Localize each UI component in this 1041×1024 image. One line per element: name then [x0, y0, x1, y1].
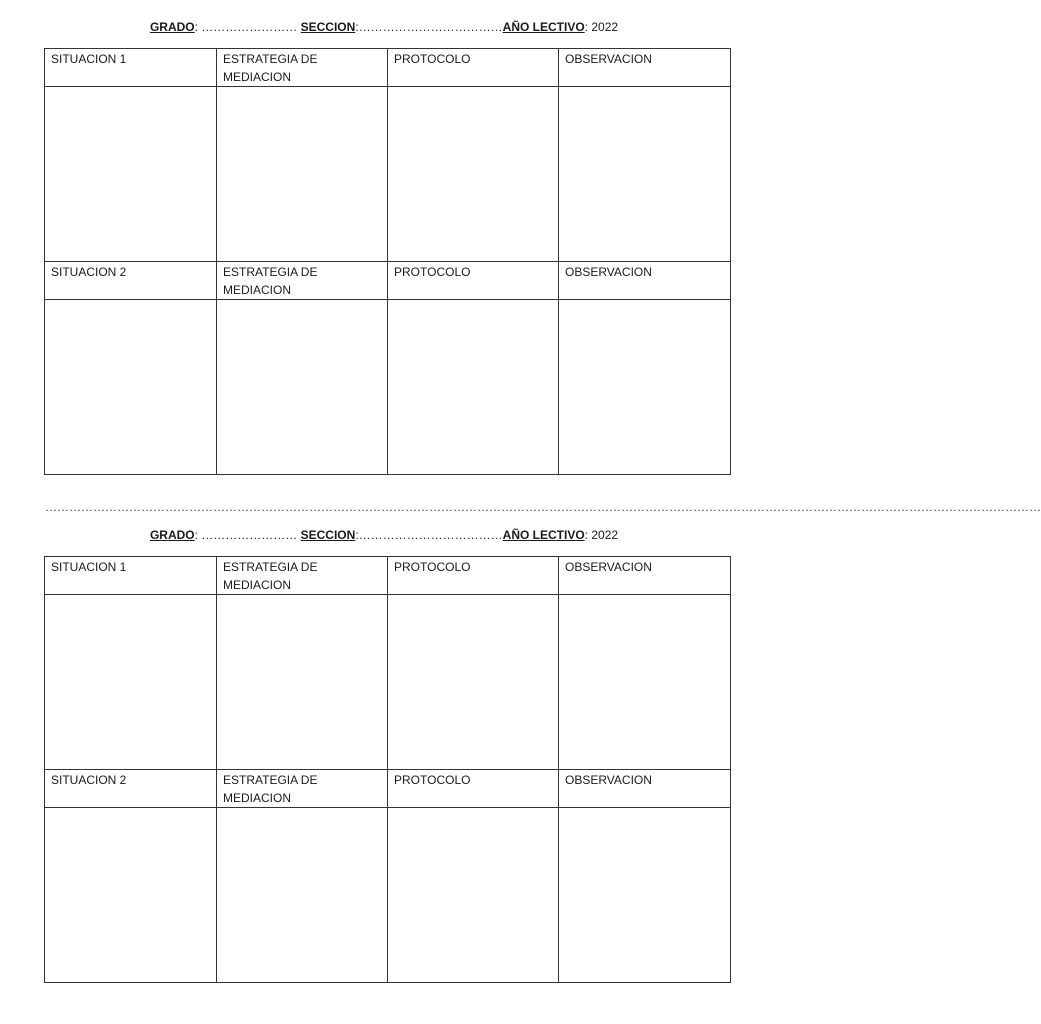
mediation-table-1 [44, 48, 731, 475]
seccion-blank: :……………………………… [355, 20, 503, 34]
grado-blank: : …………………… [194, 20, 301, 34]
estrategia-entry-cell[interactable] [217, 87, 388, 262]
table-entry-row [45, 300, 731, 475]
protocolo-header: PROTOCOLO [388, 557, 559, 595]
anio-lectivo-label: AÑO LECTIVO [502, 528, 585, 542]
situacion-entry-cell[interactable] [45, 87, 217, 262]
estrategia-header: ESTRATEGIA DE MEDIACION [217, 262, 388, 300]
protocolo-entry-cell[interactable] [388, 300, 559, 475]
grado-label: GRADO [149, 20, 195, 34]
situacion-header: SITUACION 2 [45, 770, 217, 808]
table-entry-row [45, 808, 731, 983]
protocolo-entry-cell[interactable] [388, 595, 559, 770]
situacion-header: SITUACION 1 [45, 557, 217, 595]
estrategia-header: ESTRATEGIA DE MEDIACION [217, 49, 388, 87]
observacion-entry-cell[interactable] [559, 300, 731, 475]
situacion-entry-cell[interactable] [45, 300, 217, 475]
situacion-header: SITUACION 1 [45, 49, 217, 87]
estrategia-header: ESTRATEGIA DE MEDIACION [217, 557, 388, 595]
table-header-row [45, 262, 731, 300]
mediation-table-2 [44, 556, 731, 983]
observacion-header: OBSERVACION [559, 49, 731, 87]
protocolo-header: PROTOCOLO [388, 49, 559, 87]
cut-line-separator: …………………………………………………………………………………………………………………………………………………………………………………………………………………………… [45, 500, 1041, 514]
estrategia-entry-cell[interactable] [217, 300, 388, 475]
anio-lectivo-value: : 2022 [584, 528, 619, 542]
protocolo-header: PROTOCOLO [388, 262, 559, 300]
seccion-label: SECCION [300, 528, 356, 542]
estrategia-entry-cell[interactable] [217, 595, 388, 770]
situacion-header: SITUACION 2 [45, 262, 217, 300]
estrategia-entry-cell[interactable] [217, 808, 388, 983]
situacion-entry-cell[interactable] [45, 808, 217, 983]
table-header-row [45, 557, 731, 595]
observacion-entry-cell[interactable] [559, 87, 731, 262]
observacion-entry-cell[interactable] [559, 595, 731, 770]
seccion-label: SECCION [300, 20, 356, 34]
form-header-2 [0, 527, 768, 543]
grado-blank: : …………………… [194, 528, 301, 542]
table-header-row [45, 770, 731, 808]
table-header-row [45, 49, 731, 87]
seccion-blank: :……………………………… [355, 528, 503, 542]
form-header-1 [0, 19, 768, 35]
table-entry-row [45, 87, 731, 262]
observacion-entry-cell[interactable] [559, 808, 731, 983]
observacion-header: OBSERVACION [559, 770, 731, 808]
protocolo-entry-cell[interactable] [388, 808, 559, 983]
estrategia-header: ESTRATEGIA DE MEDIACION [217, 770, 388, 808]
situacion-entry-cell[interactable] [45, 595, 217, 770]
protocolo-header: PROTOCOLO [388, 770, 559, 808]
observacion-header: OBSERVACION [559, 262, 731, 300]
table-entry-row [45, 595, 731, 770]
grado-label: GRADO [149, 528, 195, 542]
protocolo-entry-cell[interactable] [388, 87, 559, 262]
observacion-header: OBSERVACION [559, 557, 731, 595]
anio-lectivo-label: AÑO LECTIVO [502, 20, 585, 34]
anio-lectivo-value: : 2022 [584, 20, 619, 34]
